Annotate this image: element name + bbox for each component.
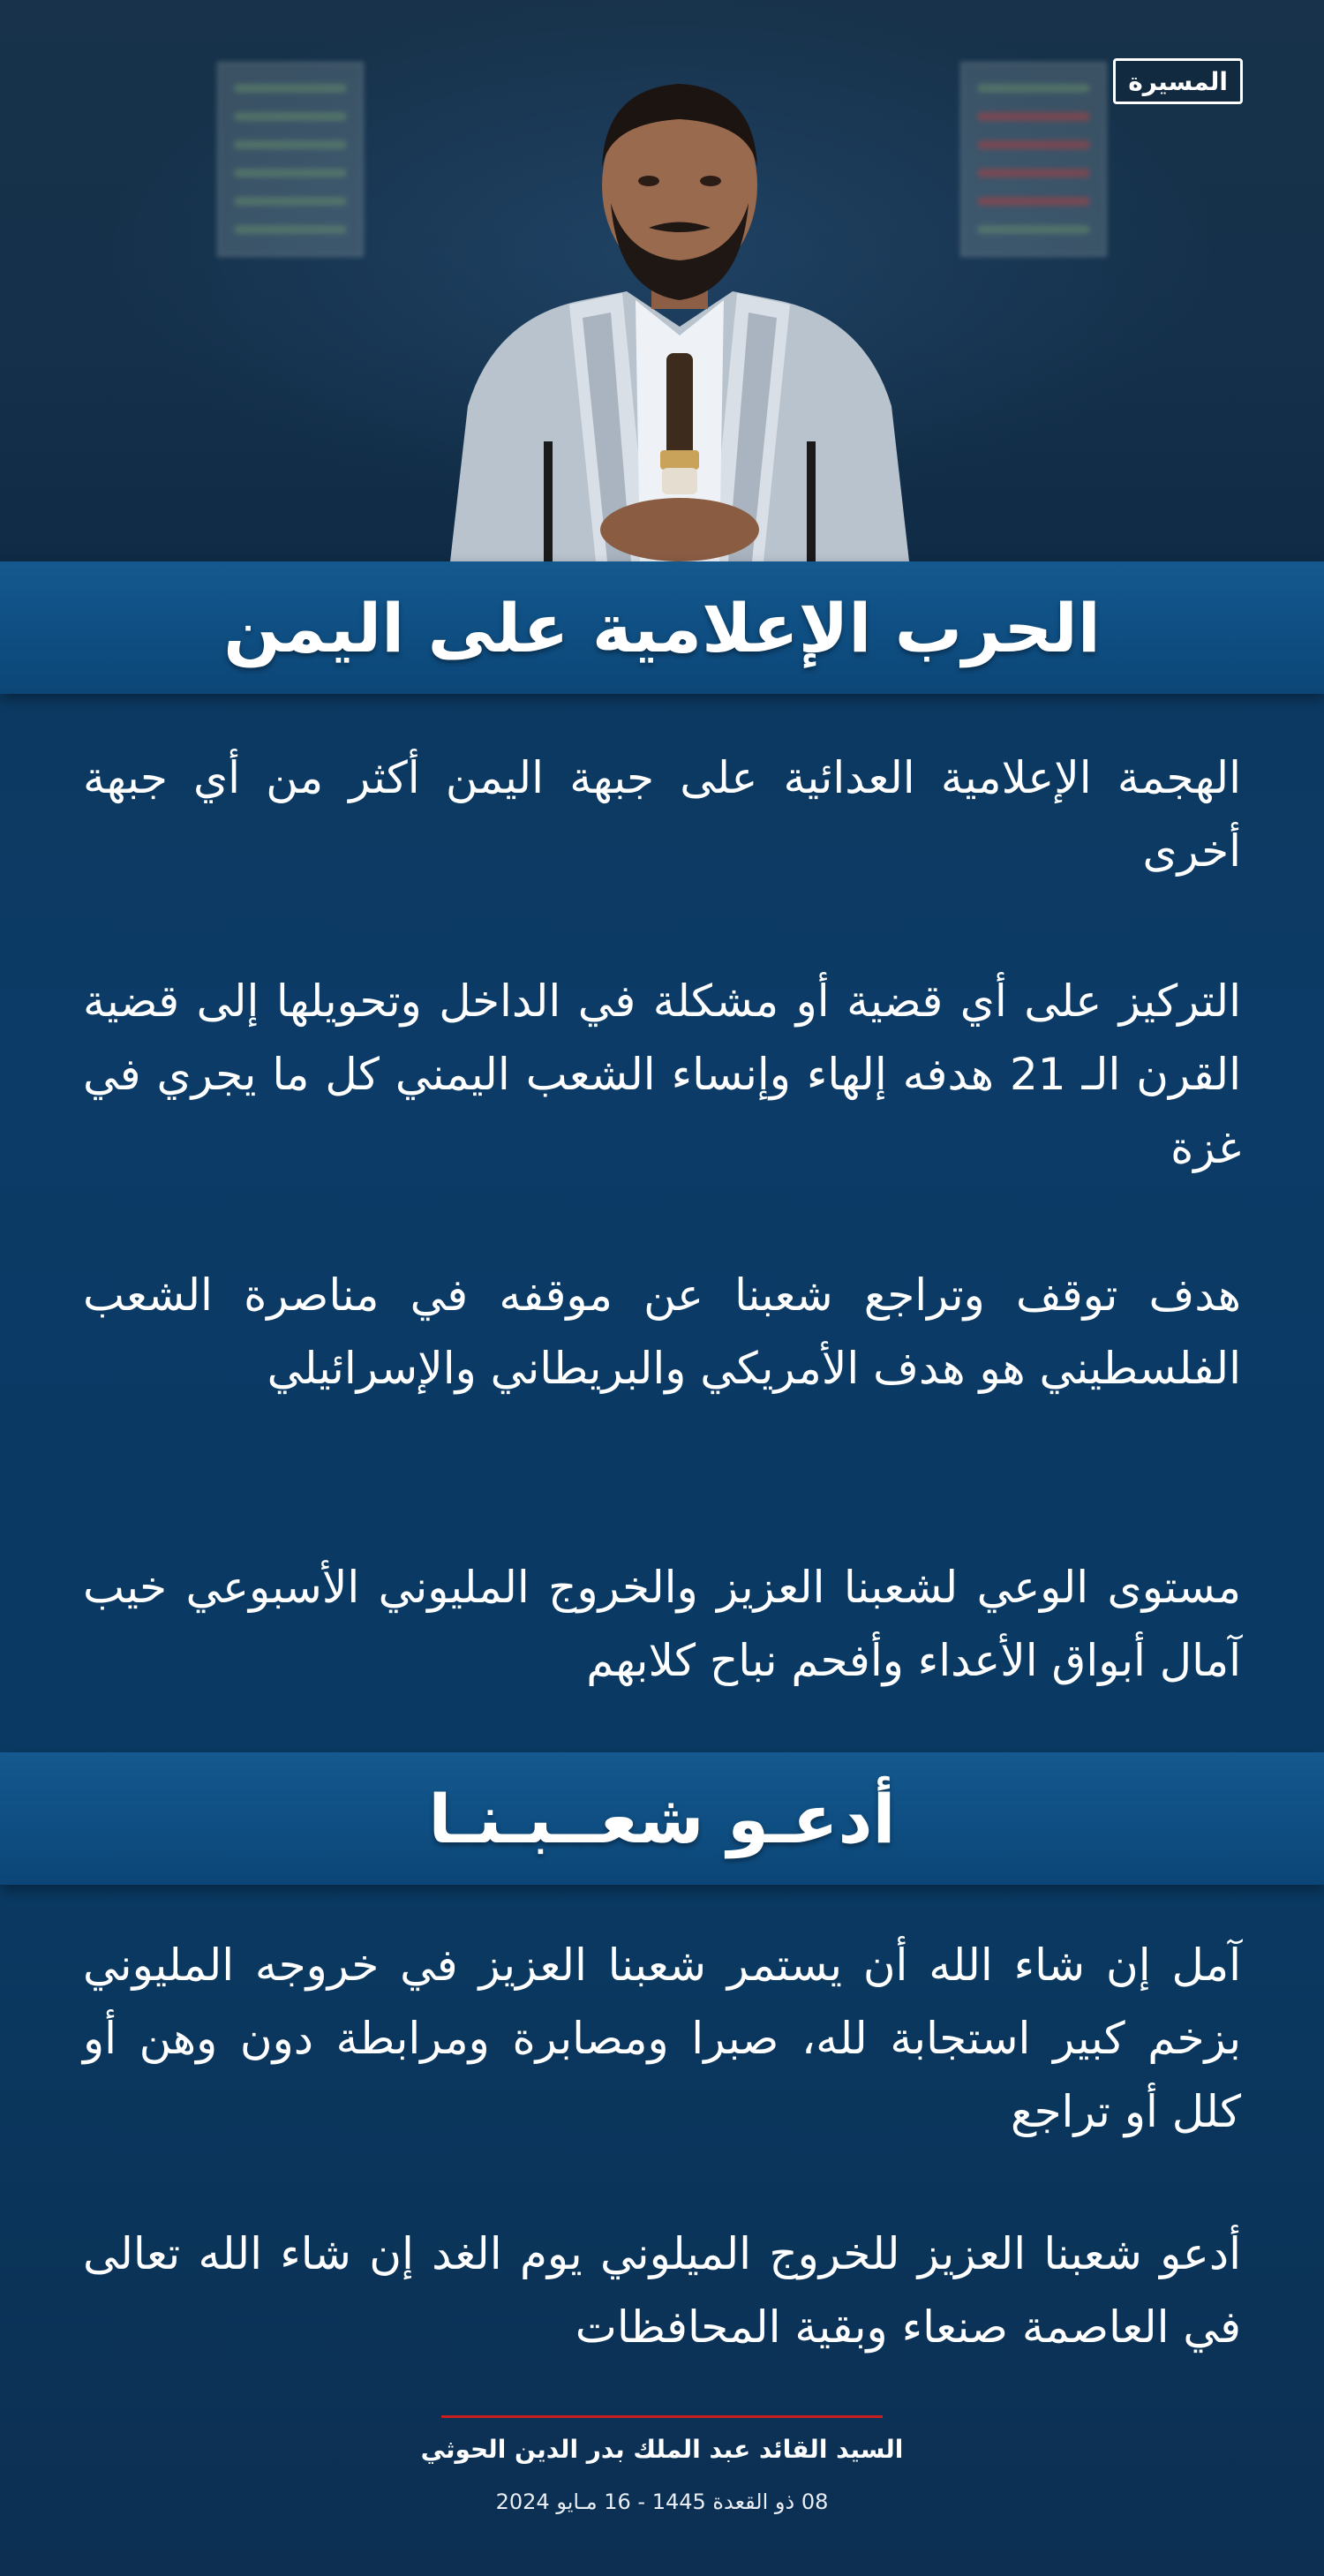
- statement-paragraph: مستوى الوعي لشعبنا العزيز والخروج المليوني الأسبوعي خيب آمال أبواق الأعداء وأفحم نباح كلابهم: [83, 1562, 1241, 1686]
- banner-title: أدعـو شعــبـنـا: [428, 1779, 896, 1858]
- wall-slogan-right: [960, 62, 1107, 257]
- footer-divider: [441, 2415, 883, 2418]
- footer-date: 08 ذو القعدة 1445 - 16 مـايو 2024: [495, 2489, 829, 2514]
- statement-paragraph: الهجمة الإعلامية العدائية على جبهة اليمن أكثر من أي جبهة أخرى: [83, 752, 1241, 877]
- section-banner-media-war: [0, 561, 1324, 694]
- statement-paragraph: أدعو شعبنا العزيز للخروج الميلوني يوم الغد إن شاء الله تعالى في العاصمة صنعاء وبقية المحافظات: [83, 2228, 1241, 2353]
- statement-paragraph: آمل إن شاء الله أن يستمر شعبنا العزيز في خروجه المليوني بزخم كبير استجابة لله، صبرا ومصابرة ومرابطة دون وهن أو كلل أو تراجع: [83, 1940, 1241, 2137]
- footer-attribution: السيد القائد عبد الملك بدر الدين الحوثي: [420, 2435, 904, 2464]
- section-banner-call: [0, 1752, 1324, 1885]
- wall-slogan-left: [217, 62, 364, 257]
- speaker-portrait-icon: [415, 35, 944, 561]
- banner-title: الحرب الإعلامية على اليمن: [223, 588, 1101, 667]
- statement-paragraph: هدف توقف وتراجع شعبنا عن موقفه في مناصرة الشعب الفلسطيني هو هدف الأمريكي والبريطاني والإسرائيلي: [83, 1269, 1241, 1394]
- brand-logo: المسيرة: [1113, 58, 1243, 104]
- statement-paragraph: التركيز على أي قضية أو مشكلة في الداخل وتحويلها إلى قضية القرن الـ 21 هدفه إلهاء وإنساء الشعب اليمني كل ما يجري في غزة: [83, 975, 1242, 1173]
- hero-image: [0, 0, 1324, 561]
